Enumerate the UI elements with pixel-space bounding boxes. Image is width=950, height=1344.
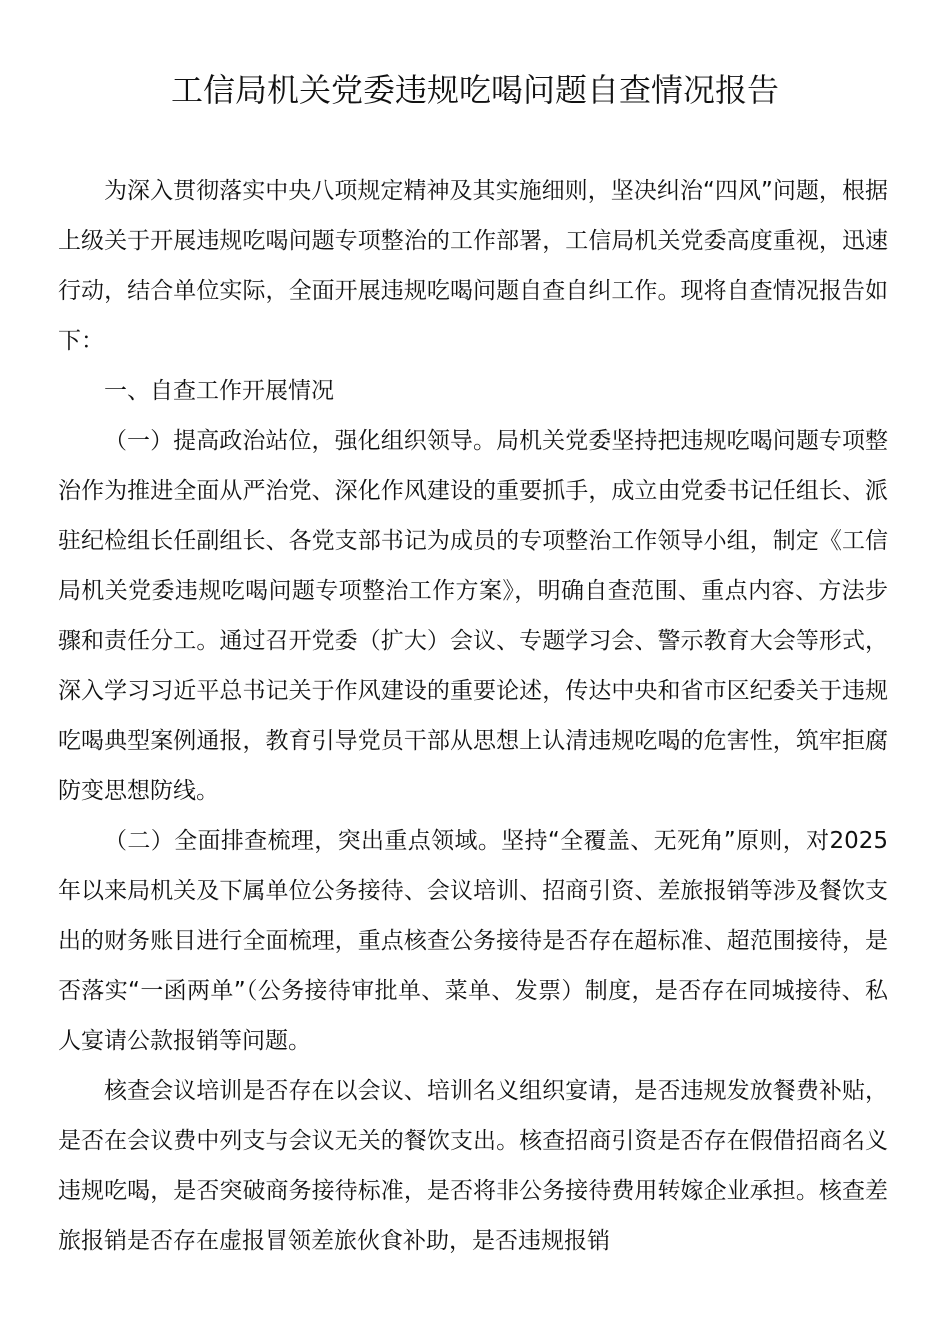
- body-paragraph: 核查会议培训是否存在以会议、培训名义组织宴请，是否违规发放餐费补贴，是否在会议费中列支与会议无关的餐饮支出。核查招商引资是否存在假借招商名义违规吃喝，是否突破商务接待标准，是否将非公务接待费用转嫁企业承担。核查差旅报销是否存在虚报冒领差旅伙食补助，是否违规报销: [58, 1078, 888, 1254]
- subsection-paragraph-2: （二）全面排查梳理，突出重点领域。坚持“全覆盖、无死角”原则，对2025年以来局机关及下属单位公务接待、会议培训、招商引资、差旅报销等涉及餐饮支出的财务账目进行全面梳理，重点核查公务接待是否存在超标准、超范围接待，是否落实“一函两单”（公务接待审批单、菜单、发票）制度，是否存在同城接待、私人宴请公款报销等问题。: [58, 828, 888, 1054]
- subsection-paragraph-1: （一）提高政治站位，强化组织领导。局机关党委坚持把违规吃喝问题专项整治作为推进全面从严治党、深化作风建设的重要抓手，成立由党委书记任组长、派驻纪检组长任副组长、各党支部书记为成员的专项整治工作领导小组，制定《工信局机关党委违规吃喝问题专项整治工作方案》，明确自查范围、重点内容、方法步骤和责任分工。通过召开党委（扩大）会议、专题学习会、警示教育大会等形式，深入学习习近平总书记关于作风建设的重要论述，传达中央和省市区纪委关于违规吃喝典型案例通报，教育引导党员干部从思想上认清违规吃喝的危害性，筑牢拒腐防变思想防线。: [58, 428, 888, 804]
- intro-paragraph: 为深入贯彻落实中央八项规定精神及其实施细则，坚决纠治“四风”问题，根据上级关于开展违规吃喝问题专项整治的工作部署，工信局机关党委高度重视，迅速行动，结合单位实际，全面开展违规吃喝问题自查自纠工作。现将自查情况报告如下：: [58, 178, 888, 354]
- document-title: 工信局机关党委违规吃喝问题自查情况报告: [170, 71, 779, 109]
- document-body: [58, 166, 888, 1266]
- section-heading: 一、自查工作开展情况: [104, 378, 334, 404]
